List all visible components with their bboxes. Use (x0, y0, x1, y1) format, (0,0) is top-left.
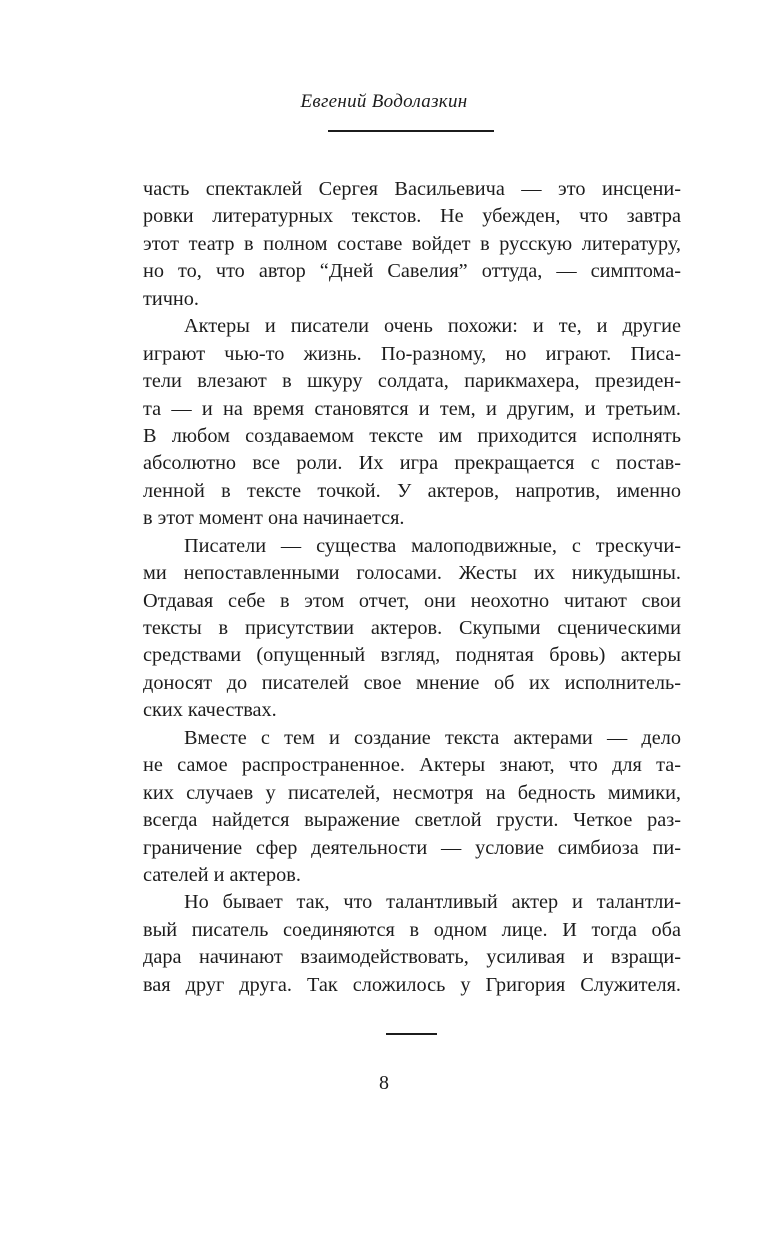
text-line: граничение сфер деятельности — условие симбиоза пи- (143, 836, 681, 859)
paragraph (143, 533, 681, 725)
text-line: тели влезают в шкуру солдата, парикмахера, президен- (143, 370, 681, 393)
text-line: ленной в тексте точкой. У актеров, напротив, именно (143, 479, 681, 502)
footer-rule (386, 1033, 437, 1035)
running-head-author: Евгений Водолазкин (300, 91, 468, 112)
text-line: ровки литературных текстов. Не убежден, что завтра (143, 205, 681, 228)
page-number: 8 (379, 1072, 389, 1094)
text-line: вый писатель соединяются в одном лице. И тогда оба (143, 918, 681, 941)
paragraph (143, 725, 681, 890)
text-line: всегда найдется выражение светлой грусти. Четкое раз- (143, 809, 681, 832)
text-line: Писатели — существа малоподвижные, с трескучи- (184, 534, 681, 557)
text-line: В любом создаваемом тексте им приходится исполнять (143, 424, 681, 447)
text-line: тексты в присутствии актеров. Скупыми сценическими (143, 617, 681, 639)
text-line: этот театр в полном составе войдет в русскую литературу, (143, 232, 681, 255)
text-line: но то, что автор “Дней Савелия” оттуда, — симптома- (143, 260, 681, 283)
body-text (143, 176, 681, 999)
text-line: не самое распространенное. Актеры знают, что для та- (143, 754, 681, 777)
text-line: часть спектаклей Сергея Васильевича — это инсцени- (143, 178, 681, 200)
text-line: вая друг друга. Так сложилось у Григория Служителя. (143, 973, 681, 996)
paragraph (143, 313, 681, 533)
text-line: абсолютно все роли. Их игра прекращается с постав- (143, 452, 681, 475)
text-line: Отдавая себе в этом отчет, они неохотно читают свои (143, 589, 681, 612)
text-line: играют чью-то жизнь. По-разному, но играют. Писа- (143, 342, 681, 365)
text-line: доносят до писателей свое мнение об их исполнитель- (143, 671, 681, 694)
text-line: ми непоставленными голосами. Жесты их никудышны. (143, 562, 681, 585)
text-line: средствами (опущенный взгляд, поднятая бровь) актеры (143, 644, 681, 667)
paragraph (143, 176, 681, 313)
text-line: сателей и актеров. (143, 863, 301, 886)
text-line: тично. (143, 287, 199, 310)
paragraph (143, 889, 681, 999)
text-line: Но бывает так, что талантливый актер и талантли- (184, 891, 681, 914)
text-line: Вместе с тем и создание текста актерами — дело (184, 726, 681, 749)
text-line: ких случаев у писателей, несмотря на бедность мимики, (143, 781, 681, 804)
text-line: Актеры и писатели очень похожи: и те, и другие (184, 315, 681, 338)
text-line: та — и на время становятся и тем, и другим, и третьим. (143, 397, 681, 420)
text-line: дара начинают взаимодействовать, усиливая и взращи- (143, 946, 681, 969)
text-line: ских качествах. (143, 699, 277, 722)
header-rule (328, 130, 494, 132)
text-line: в этот момент она начинается. (143, 507, 405, 530)
